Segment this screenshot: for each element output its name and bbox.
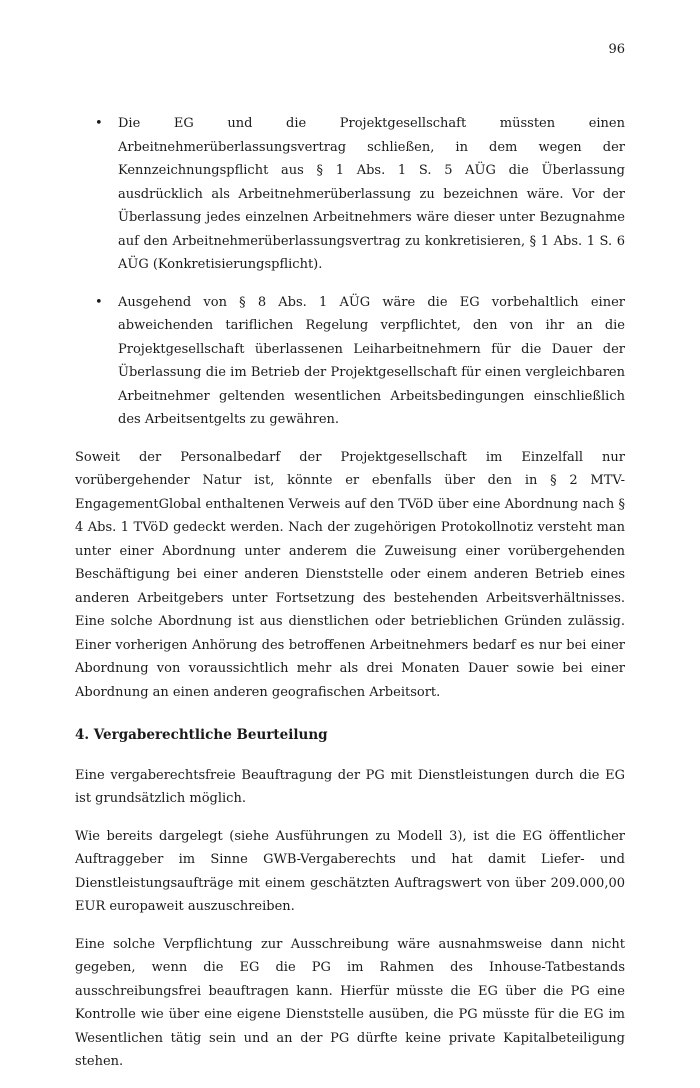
bullet-item [75, 291, 625, 432]
bullet-icon: • [95, 116, 103, 131]
bullet-text: Die EG und die Projektgesellschaft müssten einen Arbeitnehmerüberlassungsvertrag schließen, in dem wegen der Kennzeichnungspflicht aus § 1 Abs. 1 S. 5 AÜG die Überlassung ausdrücklich als Arbeitnehmerüberlassung zu bezeichnen wäre. Vor der Überlassung jedes einzelnen Arbeitnehmers wäre dieser unter Bezugnahme auf den Arbeitnehmerüberlassungsvertrag zu konkretisieren, § 1 Abs. 1 S. 6 AÜG (Konkretisierungspflicht). [118, 116, 625, 272]
body-paragraph: Eine solche Verpflichtung zur Ausschreibung wäre ausnahmsweise dann nicht gegeben, wenn die EG die PG im Rahmen des Inhouse-Tatbestands ausschreibungsfrei beauftragen kann. Hierfür müsste die EG über die PG eine Kontrolle wie über eine eigene Dienststelle ausüben, die PG müsste für die EG im Wesentlichen tätig sein und an der PG dürfte keine private Kapitalbeteiligung stehen. [75, 936, 625, 1069]
bullet-text: Ausgehend von § 8 Abs. 1 AÜG wäre die EG vorbehaltlich einer abweichenden tariflichen Regelung verpflichtet, den von ihr an die Projektgesellschaft überlassenen Leiharbeitnehmern für die Dauer der Überlassung die im Betrieb der Projektgesellschaft für einen vergleichbaren Arbeitnehmer geltenden wesentlichen Arbeitsbedingungen einschließlich des Arbeitsentgelts zu gewähren. [118, 294, 625, 427]
body-paragraph: Soweit der Personalbedarf der Projektgesellschaft im Einzelfall nur vorübergehender Natur ist, könnte er ebenfalls über den in § 2 MTV-EngagementGlobal enthaltenen Verweis auf den TVöD über eine Abordnung nach § 4 Abs. 1 TVöD gedeckt werden. Nach der zugehörigen Protokollnotiz versteht man unter einer Abordnung unter anderem die Zuweisung einer vorübergehenden Beschäftigung bei einer anderen Dienststelle oder einem anderen Betrieb eines anderen Arbeitgebers unter Fortsetzung des bestehenden Arbeitsverhältnisses. Eine solche Abordnung ist aus dienstlichen oder betrieblichen Gründen zulässig. Einer vorherigen Anhörung des betroffenen Arbeitnehmers bedarf es nur bei einer Abordnung von voraussichtlich mehr als drei Monaten Dauer sowie bei einer Abordnung an einen anderen geografischen Arbeitsort. [75, 449, 625, 700]
bullet-item [75, 112, 625, 277]
body-paragraph: Wie bereits dargelegt (siehe Ausführungen zu Modell 3), ist die EG öffentlicher Auftraggeber im Sinne GWB-Vergaberechts und hat damit Liefer- und Dienstleistungsaufträge mit einem geschätzten Auftragswert von über 209.000,00 EUR europaweit auszuschreiben. [75, 828, 625, 914]
section-heading: 4. Vergaberechtliche Beurteilung [75, 727, 328, 743]
bullet-icon: • [95, 294, 103, 310]
page-number: 96 [608, 42, 625, 57]
bullet-list [75, 112, 625, 432]
page-content [75, 112, 625, 1088]
body-paragraph: Eine vergaberechtsfreie Beauftragung der PG mit Dienstleistungen durch die EG ist grundsätzlich möglich. [75, 767, 625, 806]
